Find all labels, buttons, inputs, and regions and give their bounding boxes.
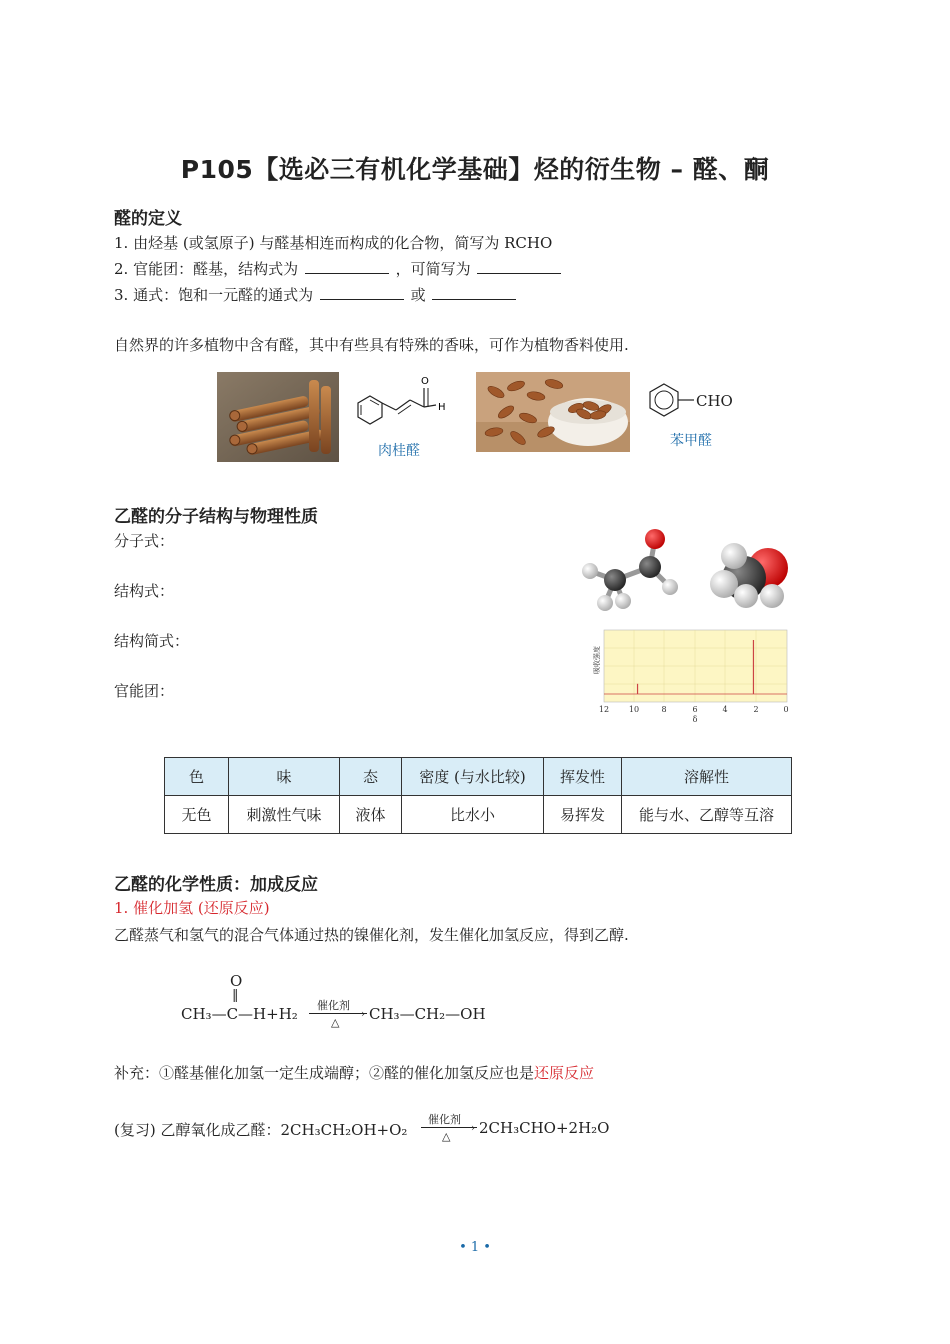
molecular-formula-label: 分子式： <box>114 532 175 550</box>
cell-solubility: 能与水、乙醇等互溶 <box>622 796 792 834</box>
equation-arrow <box>309 1013 367 1014</box>
header-color: 色 <box>165 758 229 796</box>
cinnamaldehyde-label: 肉桂醛 <box>378 443 420 459</box>
ball-stick-model <box>575 525 690 615</box>
nmr-x-label: δ <box>692 715 698 724</box>
equation-arrow-head: › <box>361 1009 365 1020</box>
page-number: • 1 • <box>459 1240 491 1255</box>
equation-o-atom: O <box>230 972 243 990</box>
definition-line-1: 1. 由烃基 (或氢原子) 与醛基相连而构成的化合物，简写为 RCHO <box>114 234 553 252</box>
equation-right: CH₃—CH₂—OH <box>369 1005 486 1023</box>
functional-group-label: 官能团： <box>114 682 175 700</box>
table-header-row <box>165 758 792 796</box>
cell-volatility: 易挥发 <box>544 796 622 834</box>
hydrogenation-subheading: 1. 催化加氢 (还原反应) <box>114 899 270 917</box>
cinnamon-photo <box>217 372 339 462</box>
review-left: (复习) 乙醇氧化成乙醛：2CH₃CH₂OH+O₂ <box>114 1121 408 1139</box>
nmr-tick-6: 6 <box>692 705 698 714</box>
page-title: P105【选必三有机化学基础】烃的衍生物 – 醛、酮 <box>180 155 770 184</box>
header-density: 密度 (与水比较) <box>402 758 544 796</box>
header-state: 态 <box>340 758 402 796</box>
cell-state: 液体 <box>340 796 402 834</box>
review-arrow-head: › <box>471 1123 475 1134</box>
review-arrow <box>421 1127 477 1128</box>
definition-line-2: 2. 官能团：醛基，结构式为 ，可简写为 <box>114 258 563 279</box>
space-filling-model <box>706 538 791 610</box>
header-volatility: 挥发性 <box>544 758 622 796</box>
hydrogenation-description: 乙醛蒸气和氢气的混合气体通过热的镍催化剂，发生催化加氢反应，得到乙醇. <box>114 926 629 944</box>
simplified-formula-label: 结构简式： <box>114 632 190 650</box>
nmr-spectrum <box>592 628 797 724</box>
benzaldehyde-cho-group: CHO <box>696 392 733 410</box>
cinnamaldehyde-h-atom: H <box>438 402 446 413</box>
cinnamaldehyde-structure <box>348 372 458 462</box>
header-solubility: 溶解性 <box>622 758 792 796</box>
equation-left: CH₃—C—H+H₂ <box>181 1005 298 1023</box>
header-odor: 味 <box>229 758 340 796</box>
supplement-text: 补充：①醛基催化加氢一定生成端醇；②醛的催化加氢反应也是还原反应 <box>114 1064 595 1082</box>
definition-heading: 醛的定义 <box>114 209 182 229</box>
nmr-y-label: 吸收强度 <box>593 646 601 674</box>
equation-heat: △ <box>331 1016 340 1029</box>
cell-density: 比水小 <box>402 796 544 834</box>
nmr-tick-4: 4 <box>722 705 728 714</box>
definition-line-3: 3. 通式：饱和一元醛的通式为 或 <box>114 284 518 305</box>
blank-formula-2 <box>432 287 516 300</box>
review-heat: △ <box>442 1130 451 1143</box>
almond-photo <box>476 372 630 452</box>
cell-odor: 刺激性气味 <box>229 796 340 834</box>
review-catalyst: 催化剂 <box>428 1113 461 1126</box>
blank-structure <box>305 261 389 274</box>
benzaldehyde-label: 苯甲醛 <box>670 433 712 449</box>
blank-formula-1 <box>320 287 404 300</box>
properties-table <box>164 757 792 834</box>
nature-text: 自然界的许多植物中含有醛，其中有些具有特殊的香味，可作为植物香料使用. <box>114 336 629 354</box>
review-right: 2CH₃CHO+2H₂O <box>479 1119 610 1137</box>
cinnamaldehyde-o-atom: O <box>421 376 429 387</box>
nmr-tick-0: 0 <box>783 705 789 714</box>
structure-heading: 乙醛的分子结构与物理性质 <box>114 507 318 527</box>
nmr-tick-2: 2 <box>753 705 759 714</box>
blank-short <box>477 261 561 274</box>
structural-formula-label: 结构式： <box>114 582 175 600</box>
equation-catalyst: 催化剂 <box>317 999 350 1012</box>
equation-double-bond: ‖ <box>232 988 239 1003</box>
chem-heading: 乙醛的化学性质：加成反应 <box>114 875 318 895</box>
cell-color: 无色 <box>165 796 229 834</box>
supplement-highlight: 还原反应 <box>534 1064 595 1082</box>
nmr-tick-12: 12 <box>598 705 610 714</box>
nmr-tick-8: 8 <box>661 705 667 714</box>
nmr-tick-10: 10 <box>628 705 640 714</box>
table-row <box>165 796 792 834</box>
benzaldehyde-structure <box>642 378 742 453</box>
